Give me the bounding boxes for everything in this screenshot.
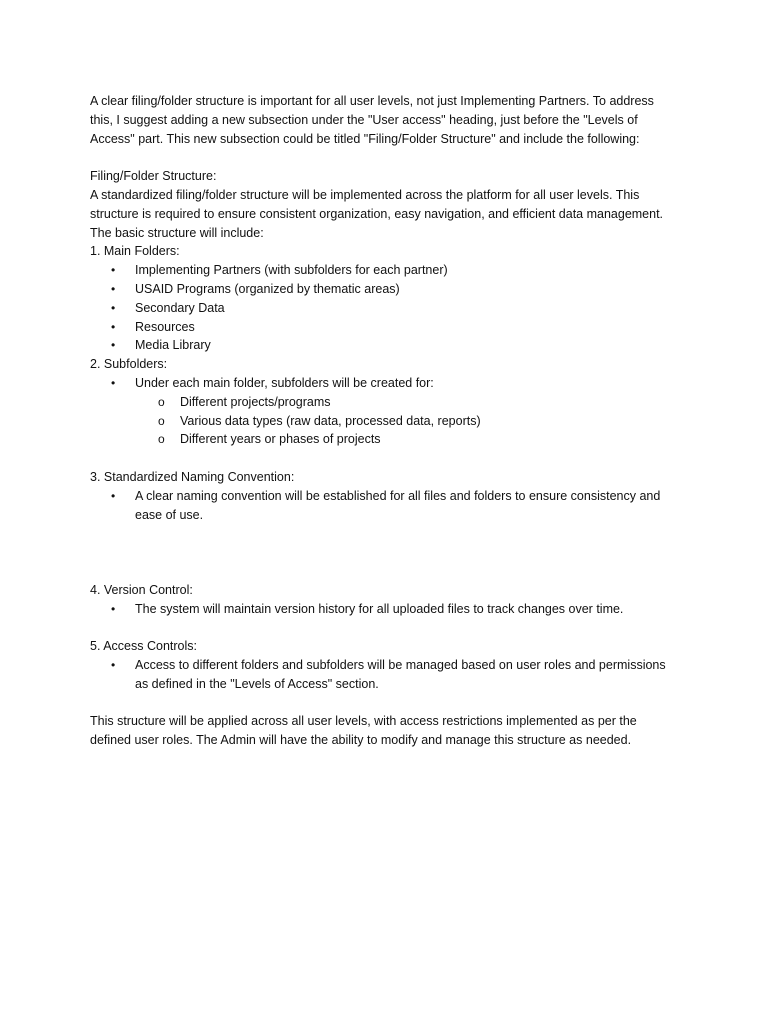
list-item xyxy=(90,299,675,318)
bullet-marker: • xyxy=(111,338,116,353)
list-item xyxy=(90,318,675,337)
list-item-text: USAID Programs (organized by thematic areas) xyxy=(135,281,400,296)
list-item-text: Under each main folder, subfolders will be created for: xyxy=(135,375,434,390)
sub-bullet-marker: o xyxy=(158,394,165,409)
list-item xyxy=(90,374,675,449)
list-item-text: Secondary Data xyxy=(135,300,225,315)
spacer xyxy=(90,618,675,637)
spacer xyxy=(90,562,675,581)
section-title: Filing/Folder Structure: xyxy=(90,169,217,184)
sublist-item xyxy=(135,430,675,449)
bullet-marker: • xyxy=(111,300,116,315)
sublist-item-text: Different years or phases of projects xyxy=(180,432,381,447)
sub-bullet-marker: o xyxy=(158,413,165,428)
list-item xyxy=(90,656,675,694)
access-heading: 5. Access Controls: xyxy=(90,639,197,654)
closing-paragraph: This structure will be applied across all user levels, with access restrictions implemented as per the defined user roles. The Admin will have the ability to modify and manage this structure as needed. xyxy=(90,714,637,748)
list-item xyxy=(90,261,675,280)
spacer xyxy=(90,694,675,713)
sublist-item xyxy=(135,393,675,412)
main-folders-list xyxy=(90,261,675,355)
sub-bullet-marker: o xyxy=(158,432,165,447)
sublist-item-text: Various data types (raw data, processed data, reports) xyxy=(180,413,481,428)
list-item xyxy=(90,280,675,299)
bullet-marker: • xyxy=(111,319,116,334)
subfolders-heading: 2. Subfolders: xyxy=(90,357,168,372)
intro-paragraph: A clear filing/folder structure is important for all user levels, not just Implementing Partners. To address this, I suggest adding a new subsection under the "User access" heading, just before the "Levels of Access" part. This new subsection could be titled "Filing/Folder Structure" and include the following: xyxy=(90,94,654,146)
spacer xyxy=(90,449,675,468)
access-list xyxy=(90,656,675,694)
main-folders-heading: 1. Main Folders: xyxy=(90,244,180,259)
version-list xyxy=(90,600,675,619)
list-item-text: Implementing Partners (with subfolders for each partner) xyxy=(135,263,448,278)
subfolders-list xyxy=(90,374,675,449)
list-item-text: Media Library xyxy=(135,338,211,353)
bullet-marker: • xyxy=(111,657,116,672)
bullet-marker: • xyxy=(111,281,116,296)
list-item xyxy=(90,600,675,619)
version-heading: 4. Version Control: xyxy=(90,582,193,597)
sublist-item xyxy=(135,412,675,431)
list-item-text: Access to different folders and subfolders will be managed based on user roles and permissions as defined in the "Levels of Access" section. xyxy=(135,657,666,691)
naming-list xyxy=(90,487,675,525)
list-item-text: A clear naming convention will be established for all files and folders to ensure consistency and ease of use. xyxy=(135,488,661,522)
spacer xyxy=(90,148,675,167)
list-item xyxy=(90,487,675,525)
subfolders-sublist xyxy=(135,393,675,449)
bullet-marker: • xyxy=(111,263,116,278)
list-item-text: Resources xyxy=(135,319,195,334)
section-body: A standardized filing/folder structure will be implemented across the platform for all user levels. This structure is required to ensure consistent organization, easy navigation, and efficient data management. The basic structure will include: xyxy=(90,187,664,240)
spacer xyxy=(90,524,675,562)
bullet-marker: • xyxy=(111,601,116,616)
list-item-text: The system will maintain version history for all uploaded files to track changes over time. xyxy=(135,601,624,616)
bullet-marker: • xyxy=(111,375,116,390)
sublist-item-text: Different projects/programs xyxy=(180,394,331,409)
list-item xyxy=(90,336,675,355)
document-page xyxy=(90,92,675,750)
naming-heading: 3. Standardized Naming Convention: xyxy=(90,469,295,484)
bullet-marker: • xyxy=(111,488,116,503)
